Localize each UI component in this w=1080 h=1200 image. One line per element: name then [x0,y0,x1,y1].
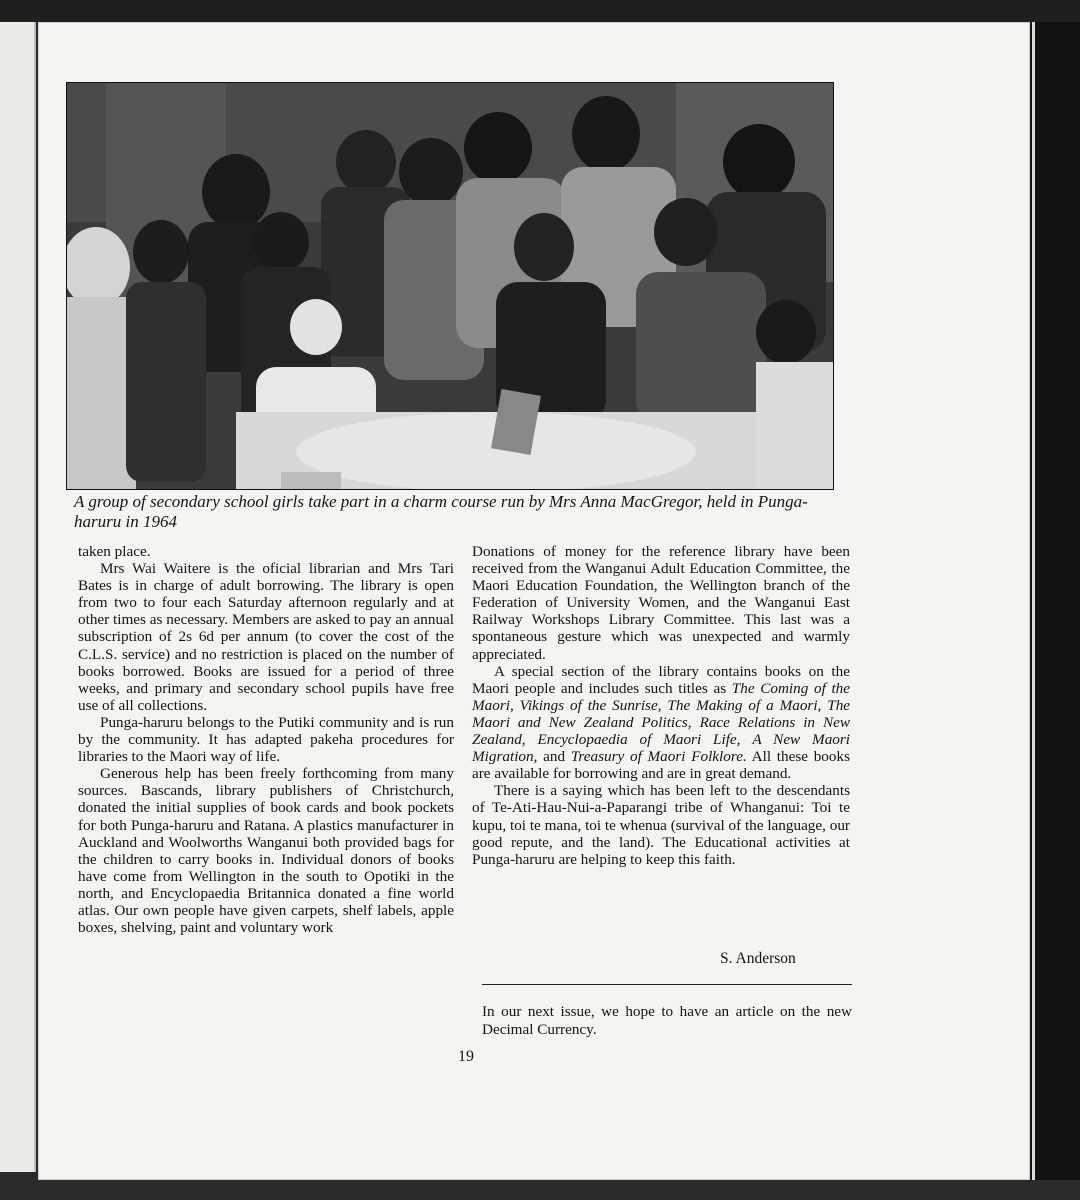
book-title: Encyclopaedia of Maori Life, [537,731,741,749]
photo-caption: A group of secondary school girls take part in a charm course run by Mrs Anna MacGregor, held in Punga-haruru in 1964 [74,492,808,531]
author-signature: S. Anderson [720,950,796,967]
next-issue-note: In our next issue, we hope to have an article on the new Decimal Currency. [482,1003,852,1038]
book-list-outro: All these books are available for borrowing and are in great demand. [472,748,850,783]
left-paragraph-2: Mrs Wai Waitere is the oficial librarian and Mrs Tari Bates is in charge of adult borrowing. The library is open from two to four each Saturday afternoon regularly and at other times as necessary. Members are asked to pay an annual subscription of 2s 6d per annum (to cover the cost of the C.L.S. service) and no restriction is placed on the number of books borrowed. Books are issued for a period of three weeks, and primary and secondary school pupils have free use of all collections. [78,560,454,714]
left-paragraph-1: taken place. [78,543,151,560]
group-photo [66,82,834,490]
book-title: The Maori and New Zealand Politics, [472,696,851,731]
scan-border-right [1030,22,1080,1180]
previous-page-edge [0,22,36,1172]
scan-border-top [0,0,1080,22]
book-title: Treasury of Maori Folklore. [570,748,747,766]
next-page-edge [1032,22,1035,1180]
book-list-intro: A special section of the library contains books on the Maori people and includes such titles as [472,662,850,697]
book-list-and: and [543,748,566,766]
right-paragraph-2 [472,663,850,783]
left-column [78,543,454,936]
book-title: Race Relations in New Zealand, [472,713,850,749]
right-column [472,543,850,868]
right-paragraph-3: There is a saying which has been left to the descendants of Te-Ati-Hau-Nui-a-Paparangi tribe of Whanganui: Toi te kupu, toi te mana, toi te whenua (survival of the language, our good repute, and the land). The Educational activities at Punga-haruru are helping to keep this faith. [472,782,850,868]
left-paragraph-3: Punga-haruru belongs to the Putiki community and is run by the community. It has adapted pakeha procedures for libraries to the Maori way of life. [78,713,454,766]
page-number: 19 [458,1048,474,1065]
left-paragraph-4: Generous help has been freely forthcoming from many sources. Bascands, library publishers of Christchurch, donated the initial supplies of book cards and book pockets for both Punga-haruru and Ratana. A plastics manufacturer in Auckland and Woolworths Wanganui both provided bags for the children to carry books in. Individual donors of books have come from Wellington in the south to Opotiki in the north, and Encyclopaedia Britannica donated a fine world atlas. Our own people have given carpets, shelf labels, apple boxes, shelving, paint and voluntary work [78,765,454,937]
divider-rule [482,984,852,985]
book-title: A New Maori Migration, [472,731,851,766]
right-paragraph-1: Donations of money for the reference library have been received from the Wanganui Adult Education Committee, the Maori Education Foundation, the Wellington branch of the Federation of University Women, and the Wanganui East Railway Workshops Library Committee. This last was a spontaneous gesture which was unexpected and warmly appreciated. [472,543,850,663]
book-title: The Coming of the Maori, [472,679,851,714]
book-title: Vikings of the Sunrise, [519,696,662,714]
book-title: The Making of a Maori, [667,696,822,714]
photo-icon [66,82,834,490]
